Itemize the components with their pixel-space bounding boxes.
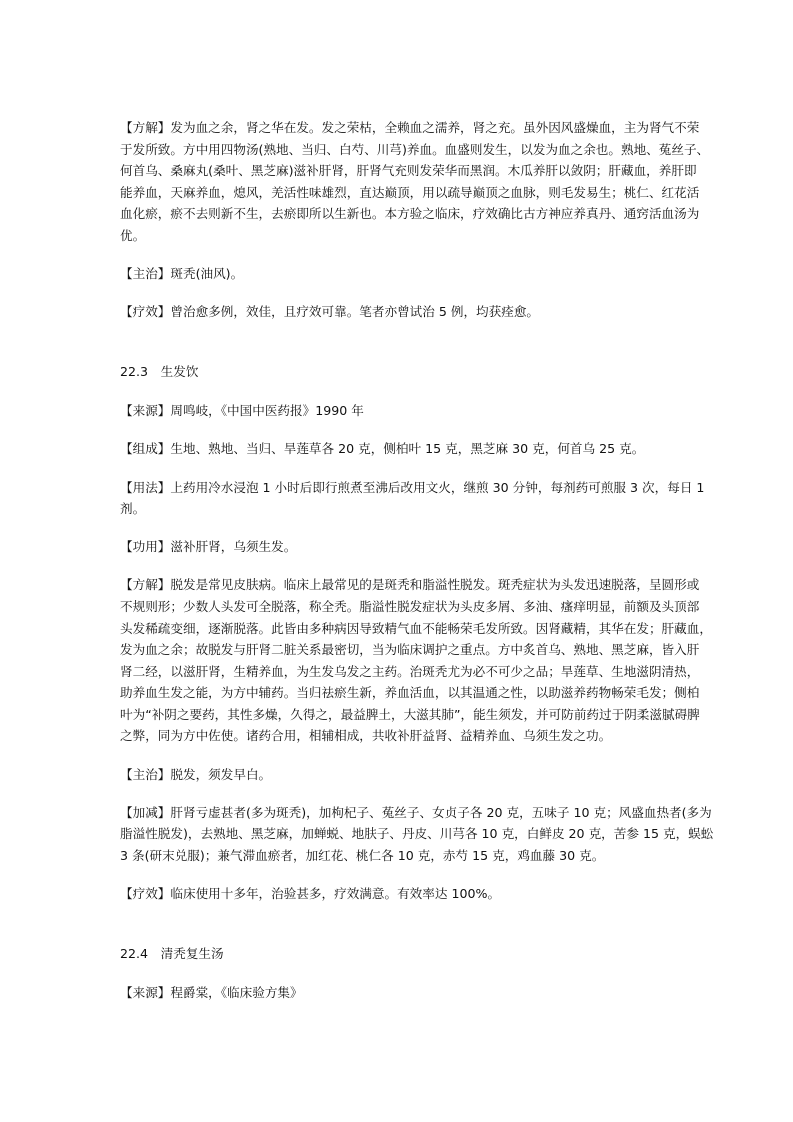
- paragraph: [120, 263, 700, 285]
- text-line: 不规则形；少数人头发可全脱落，称全秃。脂溢性脱发症状为头皮多屑、多油、瘙痒明显，前额及头顶部: [120, 598, 700, 614]
- paragraph: [120, 117, 710, 247]
- paragraph: [120, 438, 700, 460]
- paragraph: [120, 477, 705, 520]
- text-line: 脂溢性脱发)，去熟地、黑芝麻，加蝉蜕、地肤子、丹皮、川芎各 10 克，白鲜皮 20 克，苦参 15 克，蜈蚣: [120, 826, 714, 842]
- text-line: 发为血之余；故脱发与肝肾二脏关系最密切，当为临床调护之重点。方中炙首乌、熟地、黑芝麻，皆入肝: [120, 642, 700, 658]
- text-line: 头发稀疏变细，逐渐脱落。此皆由多种病因导致精气血不能畅荣毛发所致。因肾藏精，其华在发；肝藏血，: [120, 620, 712, 636]
- text-line: 于发所致。方中用四物汤(熟地、当归、白芍、川芎)养血。血盛则发生，以发为血之余也。熟地、菟丝子、: [120, 141, 710, 157]
- text-line: 【主治】斑秃(油风)。: [120, 266, 244, 282]
- paragraph: [120, 574, 712, 747]
- text-line: 【组成】生地、熟地、当归、旱莲草各 20 克，侧柏叶 15 克，黑芝麻 30 克，何首乌 25 克。: [120, 441, 645, 457]
- paragraph: [120, 982, 700, 1004]
- paragraph: [120, 802, 714, 867]
- text-line: 【来源】周鸣岐，《中国中医药报》1990 年: [120, 403, 364, 419]
- paragraph: [120, 883, 700, 905]
- paragraph: [120, 536, 700, 558]
- text-line: 助养血生发之能，为方中辅药。当归祛瘀生新，养血活血，以其温通之性，以助滋养药物畅荣毛发；侧柏: [120, 685, 700, 701]
- text-line: 优。: [120, 227, 146, 243]
- section-heading: 22.4 清秃复生汤: [120, 945, 224, 961]
- text-line: 【疗效】曾治愈多例，效佳，且疗效可靠。笔者亦曾试治 5 例，均获痊愈。: [120, 304, 540, 320]
- text-line: 【功用】滋补肝肾，乌须生发。: [120, 539, 297, 555]
- text-line: 【主治】脱发，须发早白。: [120, 766, 272, 782]
- paragraph: [120, 301, 700, 323]
- text-line: 【方解】脱发是常见皮肤病。临床上最常见的是斑秃和脂溢性脱发。斑秃症状为头发迅速脱落，呈圆形或: [120, 577, 700, 593]
- text-line: 【用法】上药用冷水浸泡 1 小时后即行煎煮至沸后改用文火，继煎 30 分钟，每剂药可煎服 3 次，每日 1: [120, 479, 705, 495]
- paragraph: [120, 764, 700, 786]
- document-body: [120, 117, 714, 1020]
- text-line: 能养血，天麻养血，熄风，羌活性味雄烈，直达巅顶，用以疏导巅顶之血脉，则毛发易生；桃仁、红花活: [120, 184, 700, 200]
- text-line: 3 条(研末兑服)；兼气滞血瘀者，加红花、桃仁各 10 克，赤芍 15 克，鸡血藤 30 克。: [120, 847, 605, 863]
- text-line: 【来源】程爵棠，《临床验方集》: [120, 985, 303, 1001]
- text-line: 血化瘀，瘀不去则新不生，去瘀即所以生新也。本方验之临床，疗效确比古方神应养真丹、通窍活血汤为: [120, 206, 700, 222]
- text-line: 叶为“补阴之要药，其性多燥，久得之，最益脾土，大滋其肺”，能生须发，并可防前药过于阴柔滋腻碍脾: [120, 706, 700, 722]
- text-line: 肾二经，以滋肝肾，生精养血，为生发乌发之主药。治斑秃尤为必不可少之品；旱莲草、生地滋阴清热，: [120, 663, 700, 679]
- section: [120, 361, 714, 905]
- text-line: 【加减】肝肾亏虚甚者(多为斑秃)，加枸杞子、菟丝子、女贞子各 20 克，五味子 10 克；风盛血热者(多为: [120, 804, 712, 820]
- text-line: 剂。: [120, 501, 146, 517]
- section: [120, 117, 710, 323]
- text-line: 【疗效】临床使用十多年，治验甚多，疗效满意。有效率达 100%。: [120, 885, 501, 901]
- text-line: 【方解】发为血之余，肾之华在发。发之荣枯，全赖血之濡养，肾之充。虽外因风盛燥血，主为肾气不荣: [120, 120, 700, 135]
- section-heading: 22.3 生发饮: [120, 363, 199, 379]
- paragraph: [120, 400, 700, 422]
- text-line: 何首乌、桑麻丸(桑叶、黑芝麻)滋补肝肾，肝肾气充则发荣华而黑润。木瓜养肝以敛阴；肝藏血，养肝即: [120, 163, 697, 179]
- text-line: 之弊，同为方中佐使。诸药合用，相辅相成，共收补肝益肾、益精养血、乌须生发之功。: [120, 728, 612, 744]
- section: [120, 943, 700, 1004]
